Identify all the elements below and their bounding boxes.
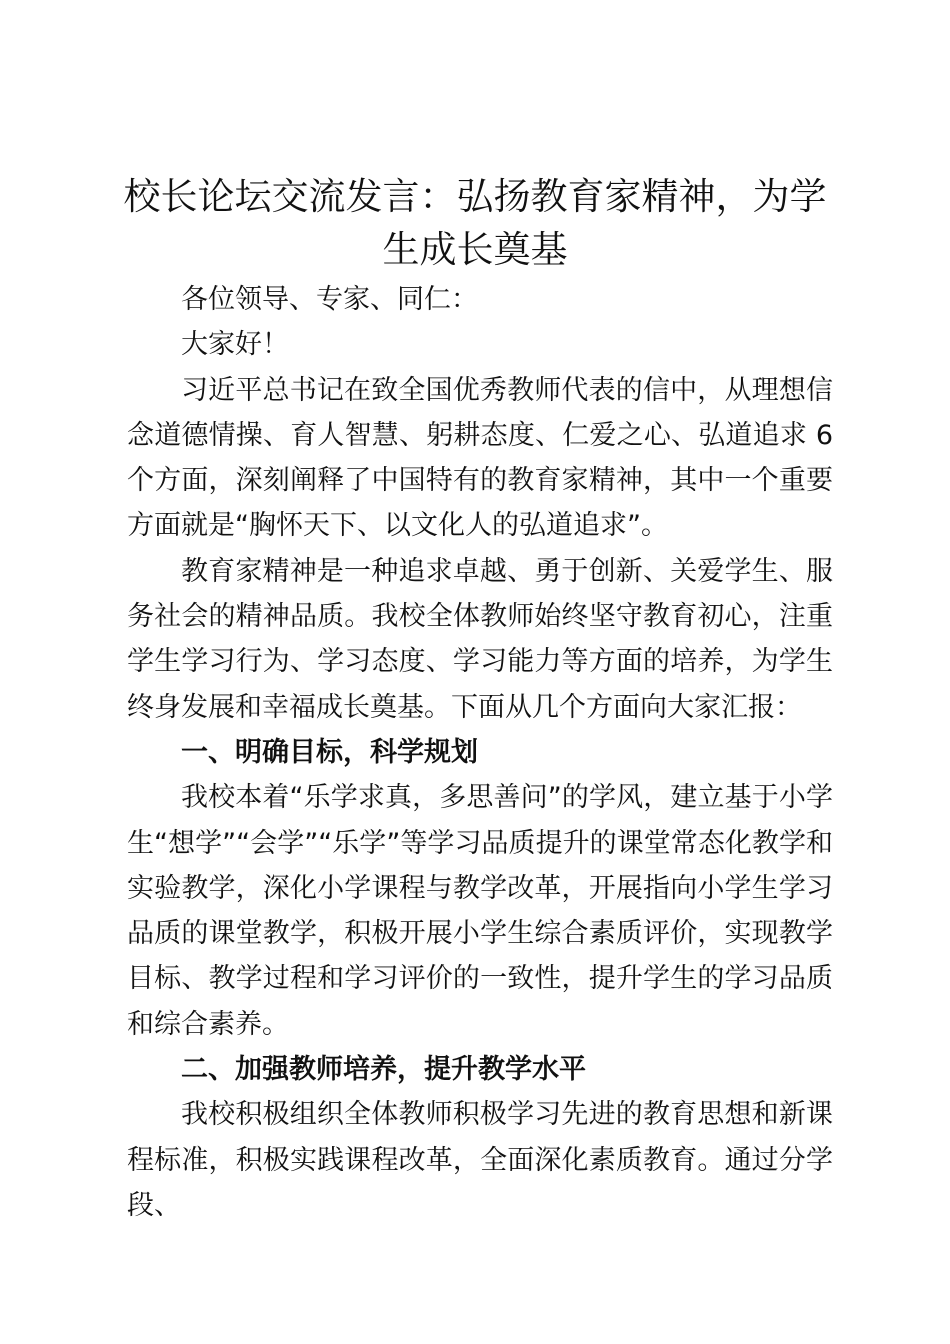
- document-body: [127, 277, 833, 1228]
- body-paragraph: 习近平总书记在致全国优秀教师代表的信中，从理想信念道德情操、育人智慧、躬耕态度、仁爱之心、弘道追求 6 个方面，深刻阐释了中国特有的教育家精神，其中一个重要方面就是“胸怀天下、以文化人的弘道追求”。: [127, 374, 833, 542]
- section-heading: 二、加强教师培养，提升教学水平: [181, 1054, 586, 1086]
- body-paragraph: 我校本着“乐学求真，多思善问”的学风，建立基于小学生“想学”“会学”“乐学”等学习品质提升的课堂常态化教学和实验教学，深化小学课程与教学改革，开展指向小学生学习品质的课堂教学，积极开展小学生综合素质评价，实现教学目标、教学过程和学习评价的一致性，提升学生的学习品质和综合素养。: [127, 782, 833, 1040]
- body-paragraph: 我校积极组织全体教师积极学习先进的教育思想和新课程标准，积极实践课程改革，全面深化素质教育。通过分学段、: [127, 1099, 833, 1221]
- salutation: 各位领导、专家、同仁：: [181, 284, 478, 315]
- greeting: 大家好！: [181, 329, 289, 361]
- document-title: 校长论坛交流发言：弘扬教育家精神，为学生成长奠基: [123, 175, 827, 271]
- body-paragraph: 教育家精神是一种追求卓越、勇于创新、关爱学生、服务社会的精神品质。我校全体教师始终坚守教育初心，注重学生学习行为、学习态度、学习能力等方面的培养，为学生终身发展和幸福成长奠基。下面从几个方面向大家汇报：: [127, 555, 833, 723]
- section-heading: 一、明确目标，科学规划: [181, 736, 478, 768]
